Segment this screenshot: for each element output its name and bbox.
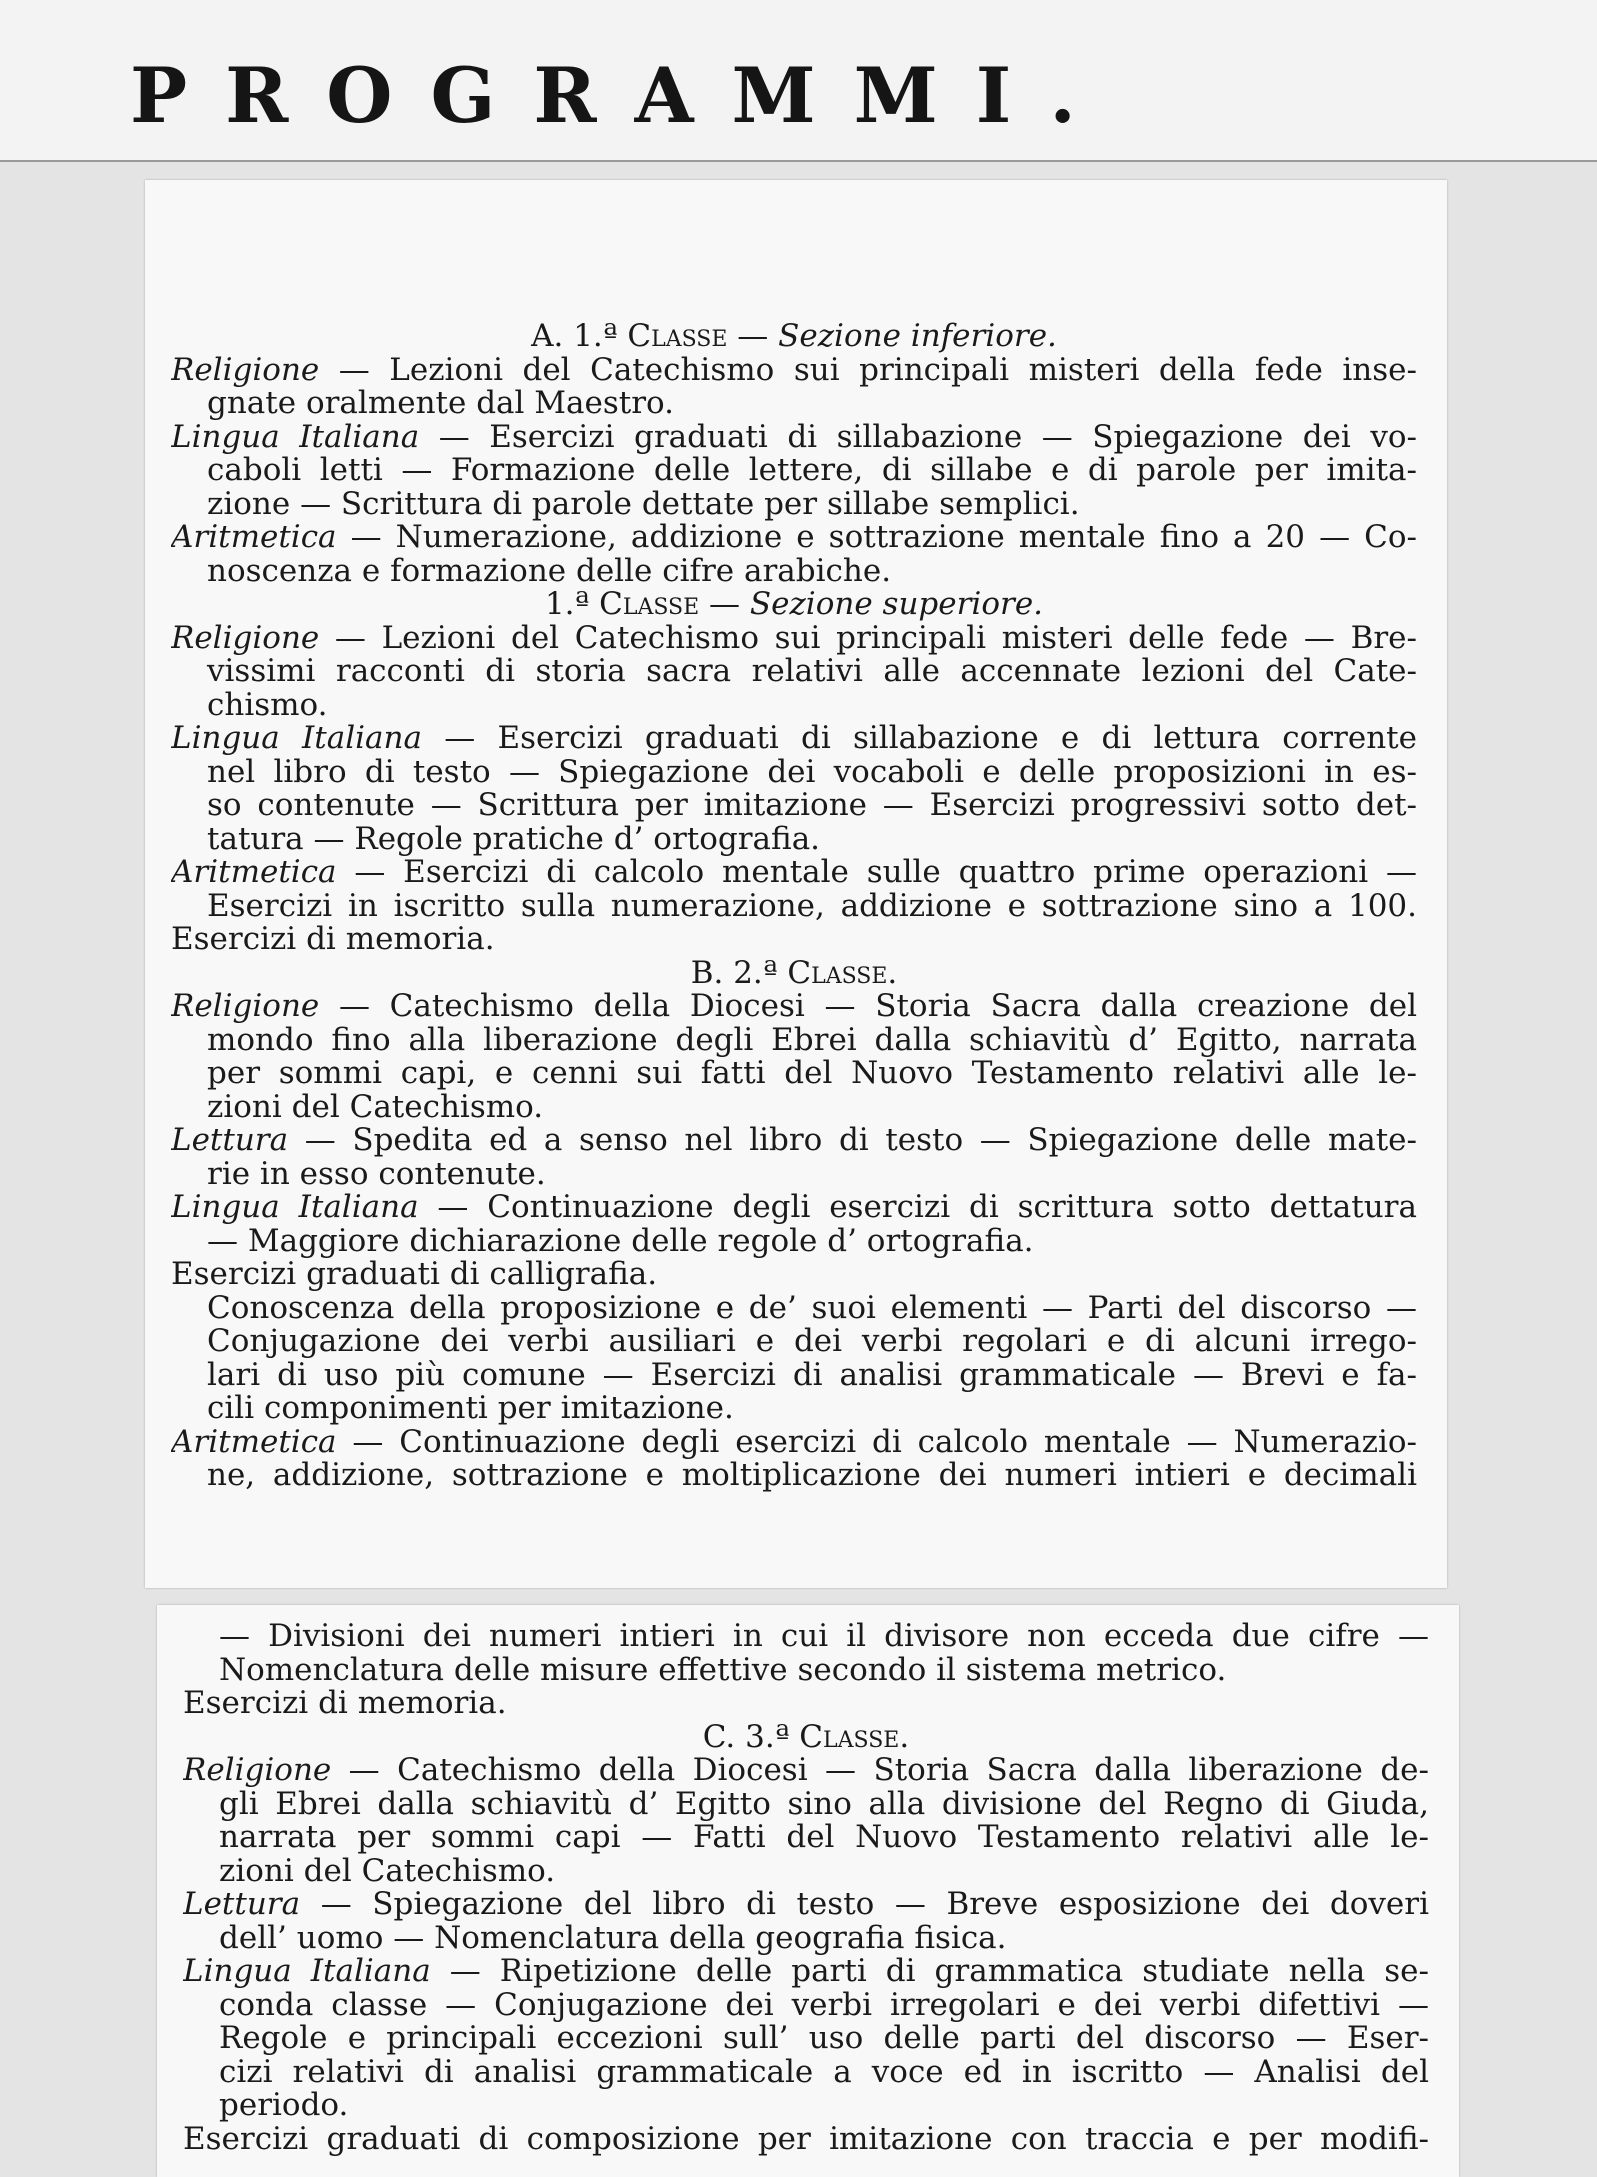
- text-line: Lingua Italiana — Ripetizione delle parti di grammatica studiate nella se-: [183, 1955, 1429, 1989]
- text-line: periodo.: [219, 2089, 349, 2123]
- text-line: zioni del Catechismo.: [207, 1090, 544, 1124]
- section-heading-b: B. 2.ª Classe.: [690, 956, 898, 990]
- text-line: Lingua Italiana — Esercizi graduati di sillabazione e di lettura corrente: [171, 722, 1417, 756]
- text-line: Esercizi di memoria.: [183, 1687, 507, 1721]
- clipping-page-2: [157, 1605, 1459, 2177]
- text-line: noscenza e formazione delle cifre arabiche.: [207, 554, 892, 588]
- page-title: PROGRAMMI.: [130, 51, 1114, 140]
- text-line: — Maggiore dichiarazione delle regole d’ ortografia.: [207, 1224, 1034, 1258]
- text-line: mondo fino alla liberazione degli Ebrei dalla schiavitù d’ Egitto, narrata: [207, 1023, 1417, 1057]
- text-line: gnate oralmente dal Maestro.: [207, 387, 675, 421]
- text-line: rie in esso contenute.: [207, 1157, 546, 1191]
- text-line: per sommi capi, e cenni sui fatti del Nuovo Testamento relativi alle le-: [207, 1057, 1417, 1091]
- text-line: Religione — Lezioni del Catechismo sui principali misteri delle fede — Bre-: [171, 621, 1417, 655]
- text-line: Lingua Italiana — Esercizi graduati di sillabazione — Spiegazione dei vo-: [171, 420, 1417, 454]
- text-line: Conoscenza della proposizione e de’ suoi elementi — Parti del discorso —: [207, 1291, 1417, 1325]
- text-line: cili componimenti per imitazione.: [207, 1392, 734, 1426]
- text-line: Religione — Catechismo della Diocesi — Storia Sacra dalla liberazione de-: [183, 1754, 1429, 1788]
- text-line: chismo.: [207, 688, 328, 722]
- text-line: narrata per sommi capi — Fatti del Nuovo Testamento relativi alle le-: [219, 1821, 1429, 1855]
- text-line: caboli letti — Formazione delle lettere, di sillabe e di parole per imita-: [207, 454, 1417, 488]
- text-line: vissimi racconti di storia sacra relativi alle accennate lezioni del Cate-: [207, 655, 1417, 689]
- text-line: dell’ uomo — Nomenclatura della geografia fisica.: [219, 1921, 1007, 1955]
- text-line: Esercizi graduati di calligrafia.: [171, 1258, 658, 1292]
- clipping-1-text: [171, 320, 1417, 1493]
- text-line: Esercizi in iscritto sulla numerazione, addizione e sottrazione sino a 100.: [207, 889, 1417, 923]
- text-line: Nomenclatura delle misure effettive secondo il sistema metrico.: [219, 1653, 1227, 1687]
- text-line: Esercizi graduati di composizione per imitazione con traccia e per modifi-: [183, 2122, 1429, 2156]
- title-banner: [0, 0, 1597, 162]
- text-line: tatura — Regole pratiche d’ ortografia.: [207, 822, 821, 856]
- text-line: Aritmetica — Numerazione, addizione e sottrazione mentale fino a 20 — Co-: [171, 521, 1417, 555]
- text-line: so contenute — Scrittura per imitazione — Esercizi progressivi sotto det-: [207, 789, 1417, 823]
- text-line: Religione — Catechismo della Diocesi — Storia Sacra dalla creazione del: [171, 990, 1417, 1024]
- text-line: Lingua Italiana — Continuazione degli esercizi di scrittura sotto dettatura: [171, 1191, 1417, 1225]
- clipping-2-text: [183, 1620, 1429, 2156]
- text-line: Conjugazione dei verbi ausiliari e dei verbi regolari e di alcuni irrego-: [207, 1325, 1417, 1359]
- text-line: zioni del Catechismo.: [219, 1854, 556, 1888]
- section-heading-a-superiore: 1.ª Classe — Sezione superiore.: [544, 588, 1044, 622]
- text-line: cizi relativi di analisi grammaticale a voce ed in iscritto — Analisi del: [219, 2055, 1429, 2089]
- text-line: gli Ebrei dalla schiavitù d’ Egitto sino alla divisione del Regno di Giuda,: [219, 1787, 1429, 1821]
- text-line: lari di uso più comune — Esercizi di analisi grammaticale — Brevi e fa-: [207, 1358, 1417, 1392]
- text-line: — Divisioni dei numeri intieri in cui il divisore non ecceda due cifre —: [219, 1620, 1429, 1654]
- text-line: Esercizi di memoria.: [171, 923, 495, 957]
- text-line: conda classe — Conjugazione dei verbi irregolari e dei verbi difettivi —: [219, 1988, 1429, 2022]
- text-line: Lettura — Spiegazione del libro di testo — Breve esposizione dei doveri: [183, 1888, 1429, 1922]
- section-heading-a-inferiore: A. 1.ª Classe — Sezione inferiore.: [531, 320, 1057, 354]
- clipping-page-1: [145, 180, 1447, 1588]
- section-heading-c: C. 3.ª Classe.: [702, 1720, 910, 1754]
- text-line: Lettura — Spedita ed a senso nel libro di testo — Spiegazione delle mate-: [171, 1124, 1417, 1158]
- text-line: ne, addizione, sottrazione e moltiplicazione dei numeri intieri e decimali: [207, 1459, 1417, 1493]
- text-line: Aritmetica — Esercizi di calcolo mentale sulle quattro prime operazioni —: [171, 856, 1417, 890]
- text-line: nel libro di testo — Spiegazione dei vocaboli e delle proposizioni in es-: [207, 755, 1417, 789]
- text-line: zione — Scrittura di parole dettate per sillabe semplici.: [207, 487, 1080, 521]
- text-line: Aritmetica — Continuazione degli esercizi di calcolo mentale — Numerazio-: [171, 1425, 1417, 1459]
- text-line: Regole e principali eccezioni sull’ uso delle parti del discorso — Eser-: [219, 2022, 1429, 2056]
- text-line: Religione — Lezioni del Catechismo sui principali misteri della fede inse-: [171, 353, 1417, 387]
